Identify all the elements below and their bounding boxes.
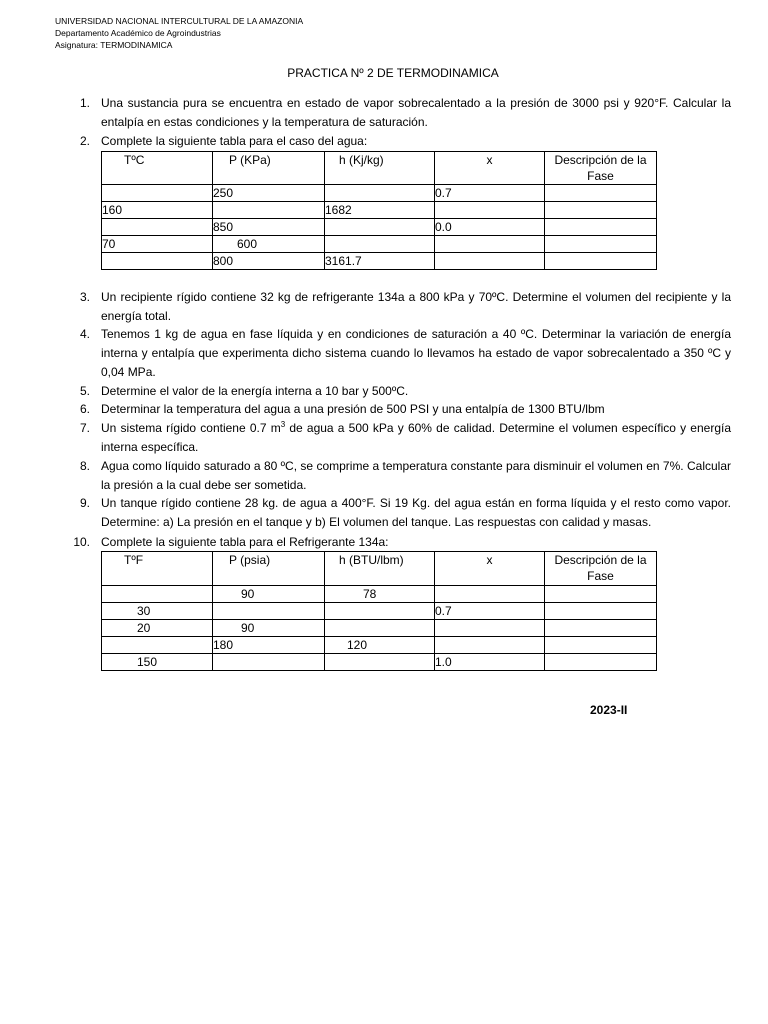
table-row	[102, 219, 657, 236]
table-cell[interactable]: 250	[213, 185, 325, 202]
list-item	[68, 132, 731, 152]
table-cell[interactable]	[435, 202, 545, 219]
item-text: Un tanque rígido contiene 28 kg. de agua a 400°F. Si 19 Kg. del agua están en forma líquida y el resto como vapor. Determine: a) La presión en el tanque y b) El volumen del tanque. Las respuestas con calidad y masas.	[101, 496, 731, 529]
table-cell[interactable]	[102, 219, 213, 236]
table-cell[interactable]	[545, 586, 657, 603]
item-text-part: de agua a 500 kPa y 60% de calidad. Determine el volumen específico y energía interna específica.	[101, 421, 731, 454]
table-cell[interactable]: 150	[102, 654, 213, 671]
item-text: Agua como líquido saturado a 80 ºC, se comprime a temperatura constante para disminuir el volumen en 7%. Calcular la presión a la cual debe ser sometida.	[101, 459, 731, 492]
column-header: h (BTU/lbm)	[325, 552, 435, 586]
table-row	[102, 620, 657, 637]
table-row	[102, 586, 657, 603]
table-cell[interactable]: 70	[102, 236, 213, 253]
table-cell[interactable]	[435, 236, 545, 253]
table-cell[interactable]	[325, 236, 435, 253]
table-cell[interactable]	[435, 253, 545, 270]
list-item	[68, 533, 731, 553]
column-header: Descripción de la Fase	[545, 552, 657, 586]
table-cell[interactable]	[435, 637, 545, 654]
table-cell[interactable]	[102, 253, 213, 270]
item-text: Complete la siguiente tabla para el Refrigerante 134a:	[101, 535, 389, 549]
item-text: Una sustancia pura se encuentra en estado de vapor sobrecalentado a la presión de 3000 psi y 920°F. Calcular la entalpía en estas condiciones y la temperatura de saturación.	[101, 96, 731, 129]
table-cell[interactable]	[435, 586, 545, 603]
item-text: Un recipiente rígido contiene 32 kg de refrigerante 134a a 800 kPa y 70ºC. Determine el volumen del recipiente y la energía total.	[101, 290, 731, 323]
table-cell[interactable]	[213, 603, 325, 620]
table-cell[interactable]: 1682	[325, 202, 435, 219]
table-cell[interactable]: 600	[213, 236, 325, 253]
table-cell[interactable]: 90	[213, 620, 325, 637]
table-cell[interactable]: 0.7	[435, 603, 545, 620]
table-cell[interactable]: 120	[325, 637, 435, 654]
table-header-row	[102, 552, 657, 586]
subject-name: Asignatura: TERMODINAMICA	[55, 40, 173, 50]
item-number: 5.	[79, 384, 90, 398]
department-name: Departamento Académico de Agroindustrias	[55, 28, 221, 38]
page-title: PRACTICA Nº 2 DE TERMODINAMICA	[287, 66, 499, 80]
list-item	[68, 382, 731, 402]
table-cell[interactable]	[102, 586, 213, 603]
table-cell[interactable]: 160	[102, 202, 213, 219]
list-item	[68, 288, 731, 328]
table-cell[interactable]: 3161.7	[325, 253, 435, 270]
list-item	[68, 325, 731, 383]
list-item	[68, 94, 731, 134]
item-number: 6.	[79, 402, 90, 416]
column-header: TºC	[102, 152, 213, 185]
item-number: 9.	[79, 496, 90, 510]
r134a-properties-table	[101, 551, 657, 671]
table-cell[interactable]: 850	[213, 219, 325, 236]
item-number: 7.	[79, 421, 90, 435]
table-cell[interactable]	[325, 219, 435, 236]
item-number: 10.	[73, 535, 90, 549]
table-row	[102, 236, 657, 253]
table-cell[interactable]	[325, 185, 435, 202]
table-cell[interactable]	[545, 253, 657, 270]
table-cell[interactable]	[102, 637, 213, 654]
table-row	[102, 637, 657, 654]
water-properties-table	[101, 151, 657, 270]
table-cell[interactable]: 1.0	[435, 654, 545, 671]
item-number: 8.	[79, 459, 90, 473]
list-item	[68, 419, 731, 459]
item-number: 4.	[79, 327, 90, 341]
table-row	[102, 185, 657, 202]
table-row	[102, 603, 657, 620]
column-header: Descripción de la Fase	[545, 152, 657, 185]
table-cell[interactable]: 20	[102, 620, 213, 637]
table-cell[interactable]: 0.0	[435, 219, 545, 236]
table-cell[interactable]	[545, 236, 657, 253]
table-cell[interactable]	[545, 637, 657, 654]
table-cell[interactable]	[325, 603, 435, 620]
superscript: 3	[280, 420, 286, 429]
item-number: 2.	[79, 134, 90, 148]
table-cell[interactable]	[545, 185, 657, 202]
table-cell[interactable]	[545, 654, 657, 671]
column-header: x	[435, 552, 545, 586]
column-header: TºF	[102, 552, 213, 586]
semester-label: 2023-II	[590, 703, 628, 717]
table-cell[interactable]: 30	[102, 603, 213, 620]
column-header: h (Kj/kg)	[325, 152, 435, 185]
table-cell[interactable]: 90	[213, 586, 325, 603]
item-number: 3.	[79, 290, 90, 304]
table-row	[102, 202, 657, 219]
column-header: x	[435, 152, 545, 185]
table-cell[interactable]	[213, 654, 325, 671]
item-text-part: Un sistema rígido contiene 0.7 m	[101, 421, 281, 435]
item-text: Complete la siguiente tabla para el caso del agua:	[101, 134, 368, 148]
item-number: 1.	[79, 96, 90, 110]
table-header-row	[102, 152, 657, 185]
university-name: UNIVERSIDAD NACIONAL INTERCULTURAL DE LA AMAZONIA	[55, 16, 304, 26]
item-text: Determine el valor de la energía interna a 10 bar y 500ºC.	[101, 384, 409, 398]
table-cell[interactable]: 180	[213, 637, 325, 654]
list-item	[68, 494, 731, 534]
table-cell[interactable]	[435, 620, 545, 637]
table-cell[interactable]	[325, 620, 435, 637]
table-cell[interactable]: 0.7	[435, 185, 545, 202]
table-cell[interactable]	[545, 620, 657, 637]
table-cell[interactable]	[545, 603, 657, 620]
item-text: Determinar la temperatura del agua a una presión de 500 PSI y una entalpía de 1300 BTU/lbm	[101, 402, 605, 416]
table-cell[interactable]	[545, 202, 657, 219]
item-text	[101, 419, 731, 457]
table-row	[102, 253, 657, 270]
list-item	[68, 457, 731, 497]
item-text: Tenemos 1 kg de agua en fase líquida y en condiciones de saturación a 40 ºC. Determinar la variación de energía interna y entalpía que experimenta dicho sistema cuando lo llevamos ha estado de vapor sobrecalentado a 350 ºC y 0,04 MPa.	[101, 327, 731, 379]
column-header: P (psia)	[213, 552, 325, 586]
list-item	[68, 400, 731, 420]
table-cell[interactable]: 78	[325, 586, 435, 603]
table-cell[interactable]	[102, 185, 213, 202]
table-cell[interactable]: 800	[213, 253, 325, 270]
table-cell[interactable]	[213, 202, 325, 219]
table-cell[interactable]	[545, 219, 657, 236]
table-row	[102, 654, 657, 671]
column-header: P (KPa)	[213, 152, 325, 185]
table-cell[interactable]	[325, 654, 435, 671]
